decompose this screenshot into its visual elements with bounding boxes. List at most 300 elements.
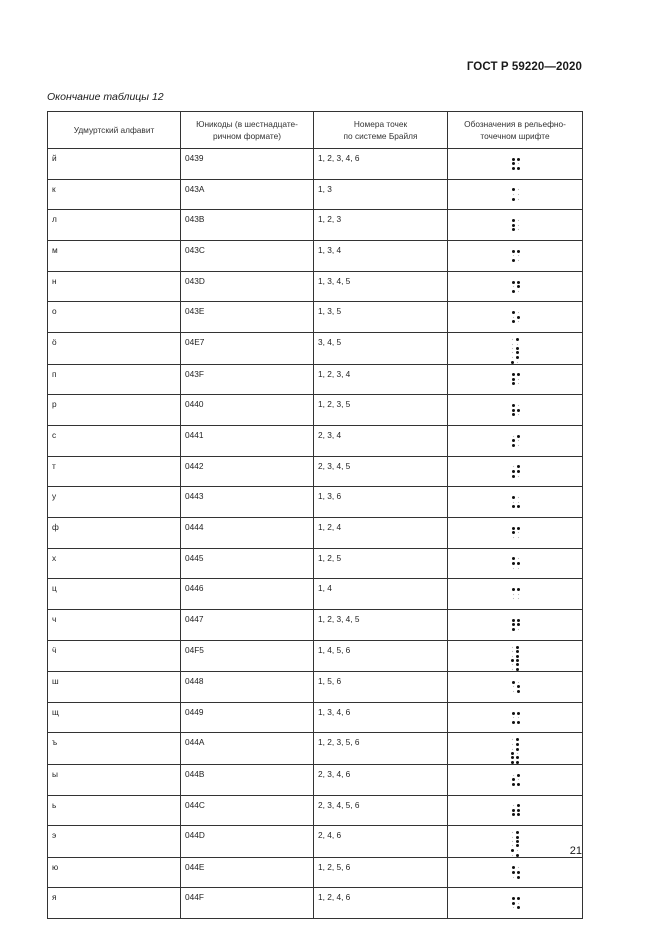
braille-dot-raised [516,646,519,649]
braille-dot-raised [516,347,519,350]
braille-dot-empty [518,440,519,441]
unicode-cell: 0442 [181,456,314,487]
braille-dot-raised [516,836,519,839]
unicode-cell: 043C [181,241,314,272]
unicode-cell: 0445 [181,548,314,579]
table-row [48,826,583,857]
letter-cell: ш [48,672,181,703]
unicode-cell: 044F [181,888,314,919]
braille-dot-raised [511,752,514,755]
braille-dot-raised [517,871,520,874]
braille-dot-raised [512,158,515,161]
braille-symbol-cell [448,395,583,426]
unicode-cell: 043D [181,271,314,302]
braille-dot-empty [518,199,519,200]
braille-cell [512,465,520,477]
braille-dot-empty [518,312,519,313]
braille-dot-empty [512,656,513,657]
dots-cell: 1, 3, 5 [314,302,448,333]
braille-dot-raised [517,562,520,565]
letter-cell: щ [48,702,181,733]
braille-dot-raised [512,531,515,534]
braille-cell [511,831,519,843]
unicode-cell: 0440 [181,395,314,426]
braille-dot-raised [517,623,520,626]
braille-dot-raised [516,351,519,354]
braille-dot-raised [512,404,515,407]
braille-dot-raised [516,831,519,834]
braille-dot-raised [517,721,520,724]
dots-cell: 2, 4, 6 [314,826,448,857]
braille-dot-raised [512,224,515,227]
letter-cell: п [48,364,181,395]
dots-cell: 1, 2, 4, 6 [314,888,448,919]
dots-cell: 2, 3, 4, 5 [314,456,448,487]
unicode-cell: 0439 [181,149,314,180]
braille-dot-empty [513,501,514,502]
braille-dot-empty [513,805,514,806]
braille-dot-empty [518,225,519,226]
braille-dot-raised [512,897,515,900]
table-row [48,333,583,364]
braille-dot-empty [513,691,514,692]
braille-dot-empty [512,669,513,670]
braille-dot-raised [516,854,519,857]
unicode-cell: 043E [181,302,314,333]
braille-dot-empty [518,194,519,195]
table-row [48,888,583,919]
dots-cell: 1, 2, 3, 5 [314,395,448,426]
table-row [48,579,583,610]
braille-symbol-cell [448,640,583,671]
unicode-cell: 04E7 [181,333,314,364]
braille-cell [511,338,519,350]
unicode-cell: 044D [181,826,314,857]
braille-dot-raised [517,712,520,715]
unicode-cell: 043F [181,364,314,395]
braille-dot-raised [512,290,515,293]
braille-dot-empty [512,352,513,353]
braille-symbol-cell [448,826,583,857]
braille-symbol-cell [448,548,583,579]
braille-cell [512,250,520,262]
unicode-cell: 0444 [181,517,314,548]
braille-dot-empty [513,255,514,256]
braille-cell [512,619,520,631]
braille-dot-empty [513,598,514,599]
letter-cell: ю [48,857,181,888]
braille-cell [512,897,520,909]
braille-dot-raised [511,761,514,764]
braille-dot-raised [517,804,520,807]
braille-dot-raised [517,906,520,909]
braille-dot-empty [518,501,519,502]
braille-dot-empty [517,361,518,362]
braille-dot-raised [516,650,519,653]
table-caption: Окончание таблицы 12 [47,91,164,103]
braille-dot-raised [512,527,515,530]
braille-dot-empty [512,339,513,340]
table-row [48,487,583,518]
braille-dot-raised [516,338,519,341]
page-number: 21 [569,845,582,857]
braille-dot-raised [516,663,519,666]
col-header-braille-symbol: Обозначения в рельефно- точечном шрифте [448,112,583,149]
dots-cell: 1, 2, 3, 4, 5 [314,610,448,641]
braille-dot-raised [511,756,514,759]
braille-dot-raised [512,409,515,412]
braille-dot-empty [518,405,519,406]
table-row [48,795,583,826]
unicode-cell: 0447 [181,610,314,641]
braille-dot-empty [513,907,514,908]
braille-dot-empty [518,189,519,190]
letter-cell: к [48,179,181,210]
braille-dot-raised [517,465,520,468]
braille-dot-raised [516,743,519,746]
braille-dot-empty [513,194,514,195]
table-row [48,610,583,641]
braille-dot-empty [518,229,519,230]
braille-dot-raised [512,588,515,591]
table-row [48,764,583,795]
braille-cell [512,188,520,200]
braille-dot-raised [512,475,515,478]
braille-dot-raised [512,413,515,416]
braille-dot-raised [512,162,515,165]
table-row [48,548,583,579]
braille-dot-empty [518,558,519,559]
braille-dot-empty [512,854,513,855]
braille-dot-empty [517,344,518,345]
letter-cell: м [48,241,181,272]
braille-dot-raised [512,439,515,442]
braille-dot-empty [518,255,519,256]
braille-dot-raised [512,712,515,715]
braille-dot-empty [512,749,513,750]
braille-symbol-cell [448,302,583,333]
braille-dot-raised [517,409,520,412]
braille-dot-raised [512,228,515,231]
braille-dot-empty [513,717,514,718]
table-row [48,702,583,733]
unicode-cell: 044E [181,857,314,888]
col-header-unicode: Юникоды (в шестнадцате- ричном формате) [181,112,314,149]
braille-dot-raised [512,250,515,253]
braille-cell [512,158,520,170]
braille-cell [512,373,520,385]
braille-dot-raised [512,444,515,447]
braille-dot-empty [518,475,519,476]
braille-symbol-cell [448,149,583,180]
braille-cell [512,774,520,786]
letter-cell: ф [48,517,181,548]
braille-dot-raised [512,778,515,781]
table-row [48,271,583,302]
braille-dot-raised [512,320,515,323]
unicode-cell: 0448 [181,672,314,703]
braille-dot-empty [512,845,513,846]
braille-dot-empty [512,744,513,745]
braille-cell [511,738,519,750]
braille-dot-empty [518,902,519,903]
braille-dot-raised [512,623,515,626]
braille-dot-raised [512,681,515,684]
letter-cell: ъ [48,733,181,764]
braille-dot-raised [516,668,519,671]
braille-cell [512,588,520,600]
braille-symbol-cell [448,333,583,364]
braille-dot-raised [516,356,519,359]
braille-dot-raised [512,557,515,560]
braille-dot-empty [518,779,519,780]
table-header-row [48,112,583,149]
braille-dot-raised [512,813,515,816]
braille-dot-raised [512,167,515,170]
letter-cell: с [48,425,181,456]
braille-symbol-cell [448,487,583,518]
braille-dot-raised [516,756,519,759]
braille-dot-raised [512,378,515,381]
braille-dot-raised [517,813,520,816]
braille-dot-raised [517,470,520,473]
braille-dot-empty [518,414,519,415]
unicode-cell: 043A [181,179,314,210]
braille-symbol-cell [448,579,583,610]
braille-dot-empty [518,598,519,599]
braille-cell [511,659,519,671]
braille-dot-raised [512,562,515,565]
table-row [48,149,583,180]
braille-dot-raised [517,316,520,319]
braille-dot-raised [512,219,515,222]
braille-symbol-compound [511,738,519,763]
col-header-dot-numbers: Номера точек по системе Брайля [314,112,448,149]
braille-dot-empty [518,163,519,164]
letter-cell: т [48,456,181,487]
table-row [48,672,583,703]
braille-dot-raised [512,382,515,385]
letter-cell: у [48,487,181,518]
braille-dot-raised [512,281,515,284]
table-row [48,517,583,548]
braille-dot-raised [512,871,515,874]
braille-symbol-cell [448,517,583,548]
braille-cell [512,311,520,323]
braille-dot-raised [512,198,515,201]
braille-symbol-cell [448,857,583,888]
braille-dot-empty [518,321,519,322]
braille-symbol-cell [448,702,583,733]
braille-dot-empty [513,286,514,287]
dots-cell: 1, 3, 4, 5 [314,271,448,302]
braille-cell [512,219,520,231]
braille-cell [512,281,520,293]
braille-symbol-compound [511,646,519,671]
braille-dot-empty [518,445,519,446]
braille-dot-empty [513,436,514,437]
braille-dot-raised [517,774,520,777]
dots-cell: 1, 4, 5, 6 [314,640,448,671]
dots-cell: 1, 3, 4 [314,241,448,272]
letter-cell: ö [48,333,181,364]
dots-cell: 1, 2, 3 [314,210,448,241]
braille-dot-raised [512,809,515,812]
braille-symbol-cell [448,210,583,241]
braille-dot-empty [518,717,519,718]
dots-cell: 2, 3, 4, 6 [314,764,448,795]
braille-dot-empty [512,832,513,833]
dots-cell: 1, 2, 3, 4, 6 [314,149,448,180]
unicode-cell: 04F5 [181,640,314,671]
braille-dot-raised [517,281,520,284]
letter-cell: х [48,548,181,579]
braille-symbol-cell [448,364,583,395]
braille-dot-empty [512,344,513,345]
braille-cell [511,646,519,658]
table-row [48,640,583,671]
letter-cell: н [48,271,181,302]
unicode-cell: 044A [181,733,314,764]
braille-cell [512,496,520,508]
braille-dot-raised [512,311,515,314]
unicode-cell: 044C [181,795,314,826]
braille-dot-empty [513,686,514,687]
braille-dot-empty [518,220,519,221]
unicode-cell: 0441 [181,425,314,456]
dots-cell: 1, 2, 4 [314,517,448,548]
braille-dot-raised [516,840,519,843]
braille-symbol-cell [448,888,583,919]
braille-dot-empty [513,774,514,775]
braille-dot-raised [517,285,520,288]
table-row [48,302,583,333]
braille-dot-empty [512,357,513,358]
letter-cell: р [48,395,181,426]
braille-dot-empty [518,867,519,868]
braille-cell [512,527,520,539]
braille-cell [512,557,520,569]
braille-dot-empty [512,837,513,838]
braille-symbol-cell [448,425,583,456]
braille-dot-raised [517,167,520,170]
braille-dot-empty [518,594,519,595]
braille-dot-raised [512,628,515,631]
braille-cell [512,866,520,878]
table-row [48,364,583,395]
table-row [48,456,583,487]
braille-dot-empty [517,850,518,851]
braille-dot-raised [511,361,514,364]
letter-cell: ц [48,579,181,610]
braille-dot-raised [517,158,520,161]
dots-cell: 1, 4 [314,579,448,610]
unicode-cell: 0449 [181,702,314,733]
braille-dot-empty [512,651,513,652]
standard-code: ГОСТ Р 59220—2020 [466,61,582,73]
letter-cell: я [48,888,181,919]
dots-cell: 1, 3 [314,179,448,210]
braille-cell [512,435,520,447]
braille-dot-empty [518,379,519,380]
letter-cell: л [48,210,181,241]
braille-dot-empty [513,537,514,538]
braille-symbol-cell [448,733,583,764]
braille-cell [511,752,519,764]
braille-dot-raised [517,685,520,688]
braille-dot-raised [512,902,515,905]
dots-cell: 1, 2, 3, 5, 6 [314,733,448,764]
braille-dot-empty [513,876,514,877]
braille-cell [512,804,520,816]
braille-dot-raised [512,721,515,724]
braille-table [47,111,583,919]
braille-cell [512,681,520,693]
braille-dot-empty [512,348,513,349]
dots-cell: 1, 2, 3, 4 [314,364,448,395]
letter-cell: э [48,826,181,857]
braille-dot-raised [517,876,520,879]
braille-dot-raised [517,527,520,530]
braille-dot-raised [517,250,520,253]
braille-dot-raised [516,738,519,741]
braille-cell [512,404,520,416]
braille-dot-raised [517,373,520,376]
unicode-cell: 0446 [181,579,314,610]
braille-dot-raised [512,188,515,191]
braille-dot-empty [518,537,519,538]
braille-cell [512,712,520,724]
braille-symbol-cell [448,271,583,302]
dots-cell: 1, 2, 5 [314,548,448,579]
braille-cell [511,844,519,856]
letter-cell: ы [48,764,181,795]
braille-dot-raised [512,496,515,499]
braille-symbol-cell [448,764,583,795]
dots-cell: 1, 3, 6 [314,487,448,518]
braille-dot-empty [512,664,513,665]
braille-symbol-cell [448,610,583,641]
braille-dot-raised [516,659,519,662]
braille-symbol-cell [448,456,583,487]
letter-cell: о [48,302,181,333]
braille-symbol-cell [448,241,583,272]
braille-dot-empty [512,647,513,648]
table-row [48,210,583,241]
dots-cell: 2, 3, 4, 5, 6 [314,795,448,826]
braille-dot-raised [517,809,520,812]
braille-symbol-cell [448,179,583,210]
braille-dot-empty [517,753,518,754]
braille-dot-raised [512,373,515,376]
dots-cell: 1, 3, 4, 6 [314,702,448,733]
braille-dot-empty [518,532,519,533]
braille-dot-empty [518,497,519,498]
braille-cell [511,351,519,363]
braille-dot-raised [517,505,520,508]
braille-dot-empty [513,567,514,568]
braille-symbol-cell [448,795,583,826]
braille-dot-raised [512,619,515,622]
braille-dot-raised [516,655,519,658]
table-row [48,179,583,210]
dots-cell: 3, 4, 5 [314,333,448,364]
table-row [48,395,583,426]
braille-dot-empty [513,466,514,467]
braille-dot-raised [517,690,520,693]
braille-dot-raised [517,588,520,591]
braille-dot-raised [511,659,514,662]
